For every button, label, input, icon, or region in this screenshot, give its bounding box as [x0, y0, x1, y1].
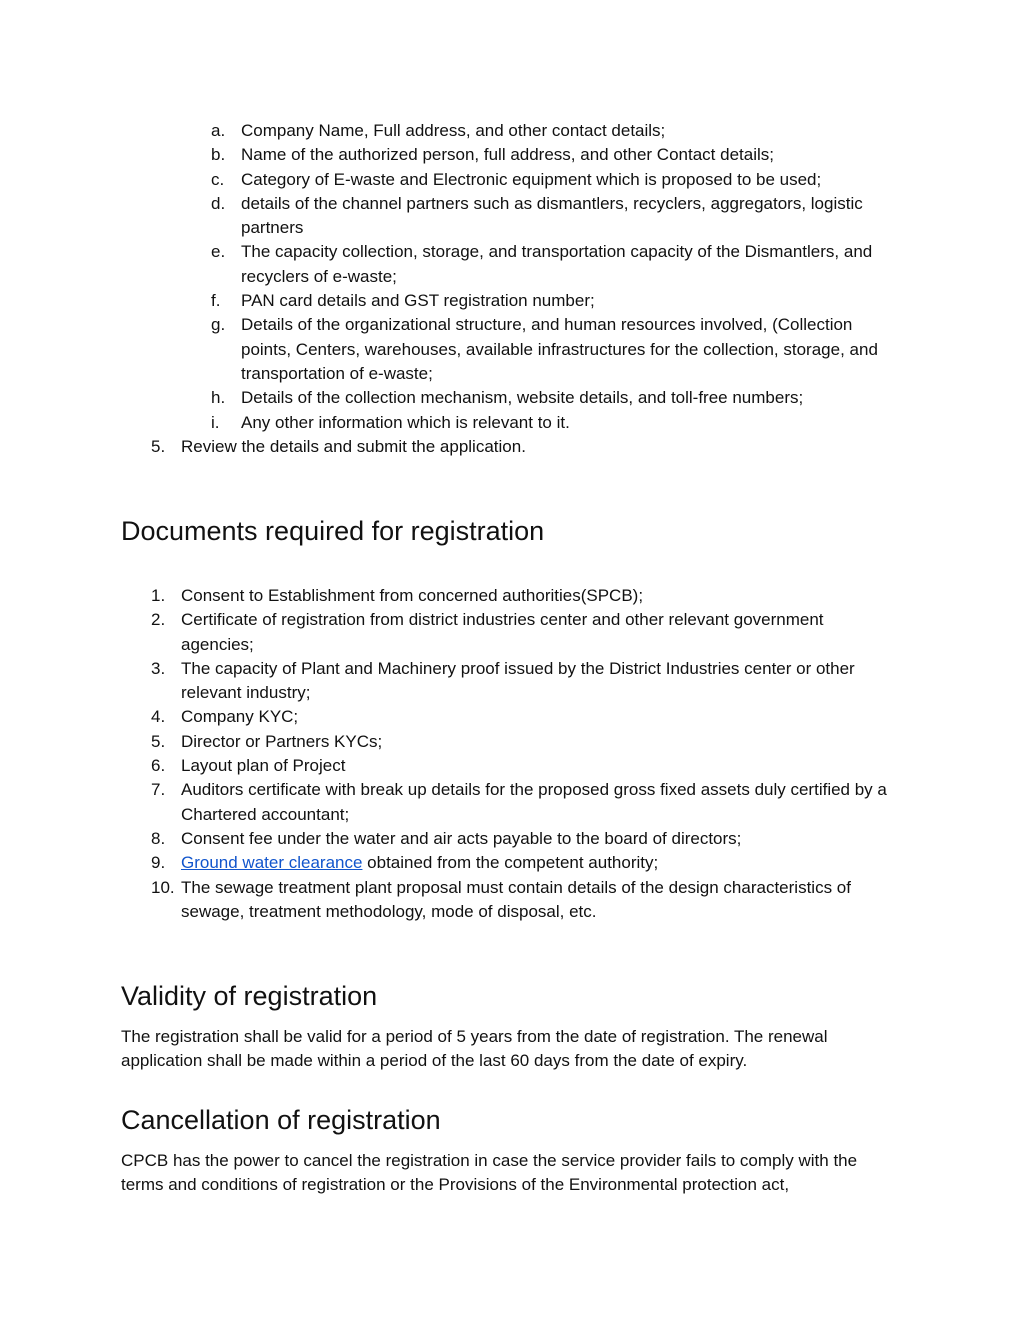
list-marker: d.	[211, 193, 226, 213]
list-item	[0, 386, 1024, 410]
list-marker: b.	[211, 145, 226, 165]
list-item-text: The sewage treatment plant proposal must contain details of the design characteristics of sewage, treatment methodology, mode of disposal, etc.	[181, 877, 851, 921]
list-item-text: Auditors certificate with break up details for the proposed gross fixed assets duly certified by a Chartered accountant;	[181, 780, 887, 824]
list-marker: c.	[211, 169, 225, 189]
list-item	[0, 143, 1024, 167]
list-marker: h.	[211, 388, 226, 408]
list-marker: 6.	[151, 756, 166, 776]
list-item	[0, 608, 1024, 657]
list-item	[0, 240, 1024, 289]
list-marker: e.	[211, 242, 226, 262]
list-item-text: Details of the organizational structure, and human resources involved, (Collection points, Centers, warehouses, available infrastructures for the collection, storage, and transportation of e-waste;	[241, 315, 878, 383]
list-item	[0, 657, 1024, 706]
list-item-text: details of the channel partners such as dismantlers, recyclers, aggregators, logistic partners	[241, 193, 863, 238]
list-item	[0, 168, 1024, 192]
list-item	[0, 778, 1024, 827]
registration-details-sublist	[0, 119, 1024, 435]
list-item-text: Name of the authorized person, full address, and other Contact details;	[241, 145, 774, 165]
list-item	[0, 705, 1024, 729]
list-item	[0, 289, 1024, 313]
list-item-text: Company Name, Full address, and other contact details;	[241, 121, 666, 140]
list-marker: 9.	[151, 853, 166, 873]
list-marker: 8.	[151, 828, 166, 848]
list-item	[0, 851, 1024, 875]
list-item-text: The capacity of Plant and Machinery proof issued by the District Industries center or other relevant industry;	[181, 658, 855, 703]
validity-heading: Validity of registration	[121, 981, 378, 1011]
documents-list	[0, 584, 1024, 924]
list-item	[0, 876, 1024, 925]
list-marker: 3.	[151, 658, 166, 678]
list-marker: 10.	[151, 877, 175, 897]
list-marker: f.	[211, 291, 221, 311]
list-item	[0, 754, 1024, 778]
list-item	[0, 411, 1024, 435]
list-item-text: Category of E-waste and Electronic equipment which is proposed to be used;	[241, 169, 822, 189]
list-item-text: Consent to Establishment from concerned authorities(SPCB);	[181, 586, 644, 605]
list-item	[0, 584, 1024, 608]
list-item	[0, 313, 1024, 386]
list-marker: a.	[211, 121, 226, 140]
list-marker: 7.	[151, 780, 166, 800]
documents-heading: Documents required for registration	[121, 516, 545, 546]
list-marker: i.	[211, 412, 220, 432]
list-item-text: The capacity collection, storage, and transportation capacity of the Dismantlers, and recyclers of e-waste;	[241, 242, 873, 286]
list-marker: 1.	[151, 586, 166, 605]
list-item	[0, 192, 1024, 241]
list-item-text: Director or Partners KYCs;	[181, 731, 383, 751]
cancellation-heading: Cancellation of registration	[121, 1105, 441, 1135]
list-item-text: Layout plan of Project	[181, 756, 346, 776]
list-item	[0, 119, 1024, 143]
list-item	[0, 435, 1024, 459]
list-item-text: Consent fee under the water and air acts payable to the board of directors;	[181, 828, 742, 848]
list-item-text: Review the details and submit the application.	[181, 437, 526, 456]
list-item-text	[181, 851, 893, 875]
list-item	[0, 730, 1024, 754]
list-marker: 5.	[151, 731, 166, 751]
list-marker: 5.	[151, 437, 166, 456]
list-item	[0, 827, 1024, 851]
list-item-text: Certificate of registration from district industries center and other relevant government agencies;	[181, 610, 824, 654]
validity-paragraph: The registration shall be valid for a period of 5 years from the date of registration. The renewal application shall be made within a period of the last 60 days from the date of expiry.	[121, 1027, 828, 1071]
list-marker: 4.	[151, 707, 166, 727]
list-item-text: Details of the collection mechanism, website details, and toll-free numbers;	[241, 388, 804, 408]
cancellation-paragraph: CPCB has the power to cancel the registration in case the service provider fails to comply with the terms and conditions of registration or the Provisions of the Environmental protection act,	[121, 1151, 858, 1195]
list-marker: g.	[211, 315, 226, 335]
step-5-item	[0, 435, 1024, 459]
list-item-text: PAN card details and GST registration number;	[241, 291, 595, 311]
list-item-text-rest: obtained from the competent authority;	[362, 853, 659, 873]
list-item-text: Any other information which is relevant to it.	[241, 412, 570, 432]
ground-water-clearance-link[interactable]: Ground water clearance	[181, 853, 363, 873]
list-marker: 2.	[151, 610, 166, 630]
list-item-text: Company KYC;	[181, 707, 299, 727]
